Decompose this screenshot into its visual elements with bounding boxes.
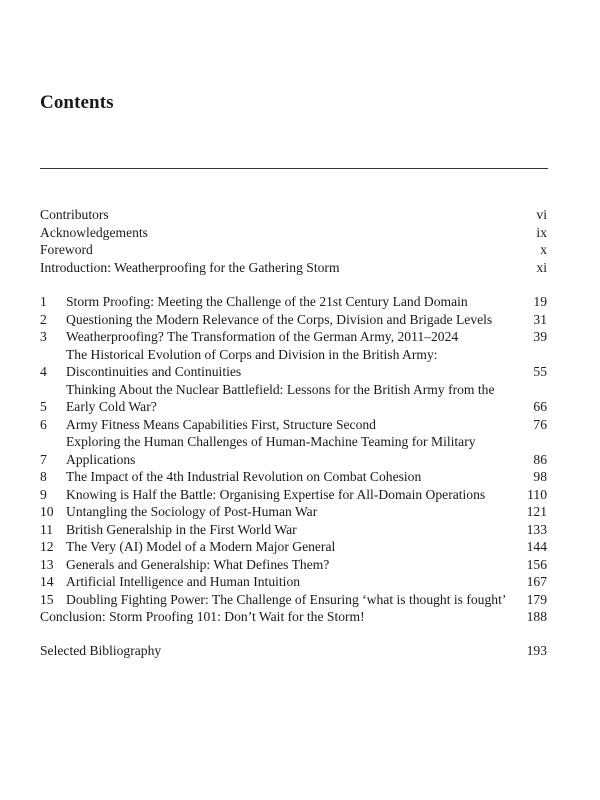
page-title: Contents — [40, 92, 114, 113]
entry-title: Generals and Generalship: What Defines Them? — [66, 556, 330, 572]
chapter-number: 5 — [40, 399, 47, 414]
chapter-number: 10 — [40, 504, 54, 519]
page-number: 31 — [533, 311, 547, 327]
entry-title: The Impact of the 4th Industrial Revolution on Combat Cohesion — [66, 469, 422, 484]
page-number: 156 — [526, 556, 547, 572]
page-number: ix — [536, 224, 547, 240]
chapter-entry — [40, 521, 547, 539]
chapter-entry — [40, 468, 547, 486]
chapter-entry — [40, 311, 547, 329]
entry-title: British Generalship in the First World War — [66, 521, 297, 537]
chapter-entry — [40, 346, 547, 381]
chapter-number: 8 — [40, 469, 47, 484]
chapter-number: 6 — [40, 416, 47, 432]
chapter-entry — [40, 573, 547, 591]
chapter-entry — [40, 538, 547, 556]
chapter-entry — [40, 328, 547, 346]
chapter-number: 7 — [40, 451, 47, 467]
chapter-entry — [40, 556, 547, 574]
page-number: 110 — [527, 486, 547, 502]
chapter-number: 3 — [40, 329, 47, 344]
entry-title: Doubling Fighting Power: The Challenge of Ensuring ‘what is thought is fought’ — [66, 591, 507, 607]
entry-title: Thinking About the Nuclear Battlefield: Lessons for the British Army from the Early Cold War? — [66, 381, 495, 414]
entry-title: Conclusion: Storm Proofing 101: Don’t Wait for the Storm! — [40, 609, 365, 624]
page-number: 86 — [533, 451, 547, 467]
chapter-number: 15 — [40, 591, 54, 607]
chapter-number: 12 — [40, 539, 54, 554]
chapter-number: 13 — [40, 556, 54, 572]
page-number: 179 — [526, 591, 547, 607]
chapter-entry — [40, 433, 547, 468]
page-number: 193 — [526, 642, 547, 658]
chapter-entry — [40, 503, 547, 521]
page-number: 55 — [533, 364, 547, 379]
entry-title: Acknowledgements — [40, 224, 148, 240]
entry-title: Artificial Intelligence and Human Intuition — [66, 574, 301, 589]
page-number: x — [540, 242, 547, 257]
page-number: 66 — [533, 399, 547, 414]
page-number: vi — [536, 207, 547, 222]
conclusion-entry — [40, 608, 547, 626]
entry-title: Introduction: Weatherproofing for the Gathering Storm — [40, 259, 340, 275]
page-number: 76 — [533, 416, 547, 432]
chapter-entry — [40, 591, 547, 609]
divider — [40, 168, 548, 169]
page-number: 188 — [526, 609, 547, 624]
bibliography-entry-block — [40, 642, 547, 660]
bibliography-entry — [40, 642, 547, 660]
entry-title: Foreword — [40, 242, 93, 257]
entry-title: Selected Bibliography — [40, 642, 162, 658]
front-matter-entry — [40, 241, 547, 259]
conclusion-entry-block — [40, 608, 547, 626]
page-number: 121 — [526, 504, 547, 519]
page-number: 133 — [526, 521, 547, 537]
page-number: 19 — [533, 294, 547, 309]
page-number: 167 — [526, 574, 547, 589]
front-matter-entry — [40, 224, 547, 242]
front-matter-entry — [40, 259, 547, 277]
entry-title: Weatherproofing? The Transformation of the German Army, 2011–2024 — [66, 329, 459, 344]
page-number: xi — [536, 259, 547, 275]
entry-title: The Historical Evolution of Corps and Division in the British Army: Discontinuities and Continuities — [66, 346, 438, 379]
chapter-entry — [40, 381, 547, 416]
chapter-number: 14 — [40, 574, 54, 589]
entry-title: Exploring the Human Challenges of Human-Machine Teaming for Military Applications — [66, 434, 476, 467]
chapter-entry — [40, 293, 547, 311]
chapter-entry — [40, 486, 547, 504]
page-number: 39 — [533, 329, 547, 344]
chapter-list — [40, 293, 547, 608]
chapter-number: 9 — [40, 486, 47, 502]
entry-title: Contributors — [40, 207, 109, 222]
entry-title: Storm Proofing: Meeting the Challenge of the 21st Century Land Domain — [66, 294, 468, 309]
entry-title: Untangling the Sociology of Post-Human War — [66, 504, 318, 519]
chapter-number: 2 — [40, 311, 47, 327]
front-matter-list — [40, 206, 547, 276]
front-matter-entry — [40, 206, 547, 224]
table-of-contents — [40, 206, 547, 659]
chapter-entry — [40, 416, 547, 434]
entry-title: Army Fitness Means Capabilities First, Structure Second — [66, 416, 376, 432]
chapter-number: 1 — [40, 294, 47, 309]
chapter-number: 11 — [40, 521, 54, 537]
entry-title: The Very (AI) Model of a Modern Major General — [66, 539, 336, 554]
page-number: 144 — [526, 539, 547, 554]
chapter-number: 4 — [40, 364, 47, 379]
entry-title: Questioning the Modern Relevance of the Corps, Division and Brigade Levels — [66, 311, 493, 327]
page-number: 98 — [533, 469, 547, 484]
entry-title: Knowing is Half the Battle: Organising Expertise for All-Domain Operations — [66, 486, 486, 502]
